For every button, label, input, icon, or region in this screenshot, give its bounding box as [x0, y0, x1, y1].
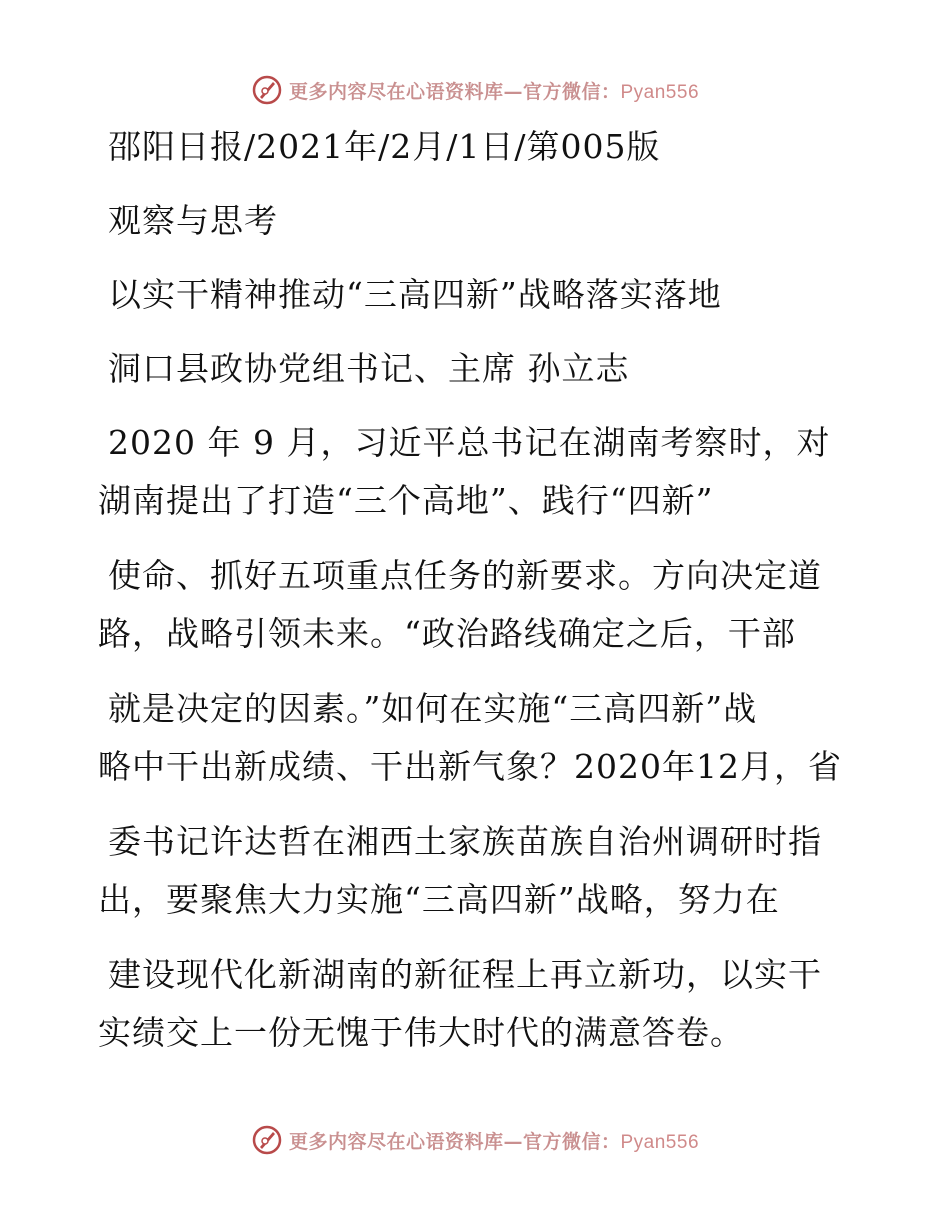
watermark-bottom: [0, 1120, 950, 1160]
column-name: 观察与思考: [108, 201, 278, 240]
source-line: 邵阳日报/2021年/2月/1日/第005版: [108, 127, 661, 166]
watermark-text: 更多内容尽在心语资料库—官方微信：Pyan556: [288, 80, 700, 103]
body-line: 2020 年 9 月，习近平总书记在湖南考察时，对: [108, 423, 831, 462]
body-line: 委书记许达哲在湘西土家族苗族自治州调研时指: [108, 822, 822, 861]
body-line: 实绩交上一份无愧于伟大时代的满意答卷。: [98, 1013, 744, 1052]
body-line: 使命、抓好五项重点任务的新要求。方向决定道: [108, 556, 822, 595]
watermark-top: [0, 70, 950, 110]
body-line: 略中干出新成绩、干出新气象？2020年12月，省: [98, 747, 842, 786]
body-line: 建设现代化新湖南的新征程上再立新功，以实干: [108, 955, 822, 994]
article-title: 以实干精神推动“三高四新”战略落实落地: [108, 275, 722, 314]
body-line: 湖南提出了打造“三个高地”、践行“四新”: [98, 481, 714, 520]
quill-logo-icon: [251, 1124, 283, 1156]
body-line: 路，战略引领未来。“政治路线确定之后，干部: [98, 614, 796, 653]
watermark-wechat-id: Pyan556: [620, 1131, 700, 1153]
body-line: 就是决定的因素。”如何在实施“三高四新”战: [108, 689, 758, 728]
quill-logo-icon: [251, 74, 283, 106]
watermark-wechat-id: Pyan556: [620, 81, 700, 103]
watermark-text: 更多内容尽在心语资料库—官方微信：Pyan556: [288, 1130, 700, 1153]
body-line: 出，要聚焦大力实施“三高四新”战略，努力在: [98, 880, 780, 919]
author-line: 洞口县政协党组书记、主席 孙立志: [108, 349, 630, 388]
